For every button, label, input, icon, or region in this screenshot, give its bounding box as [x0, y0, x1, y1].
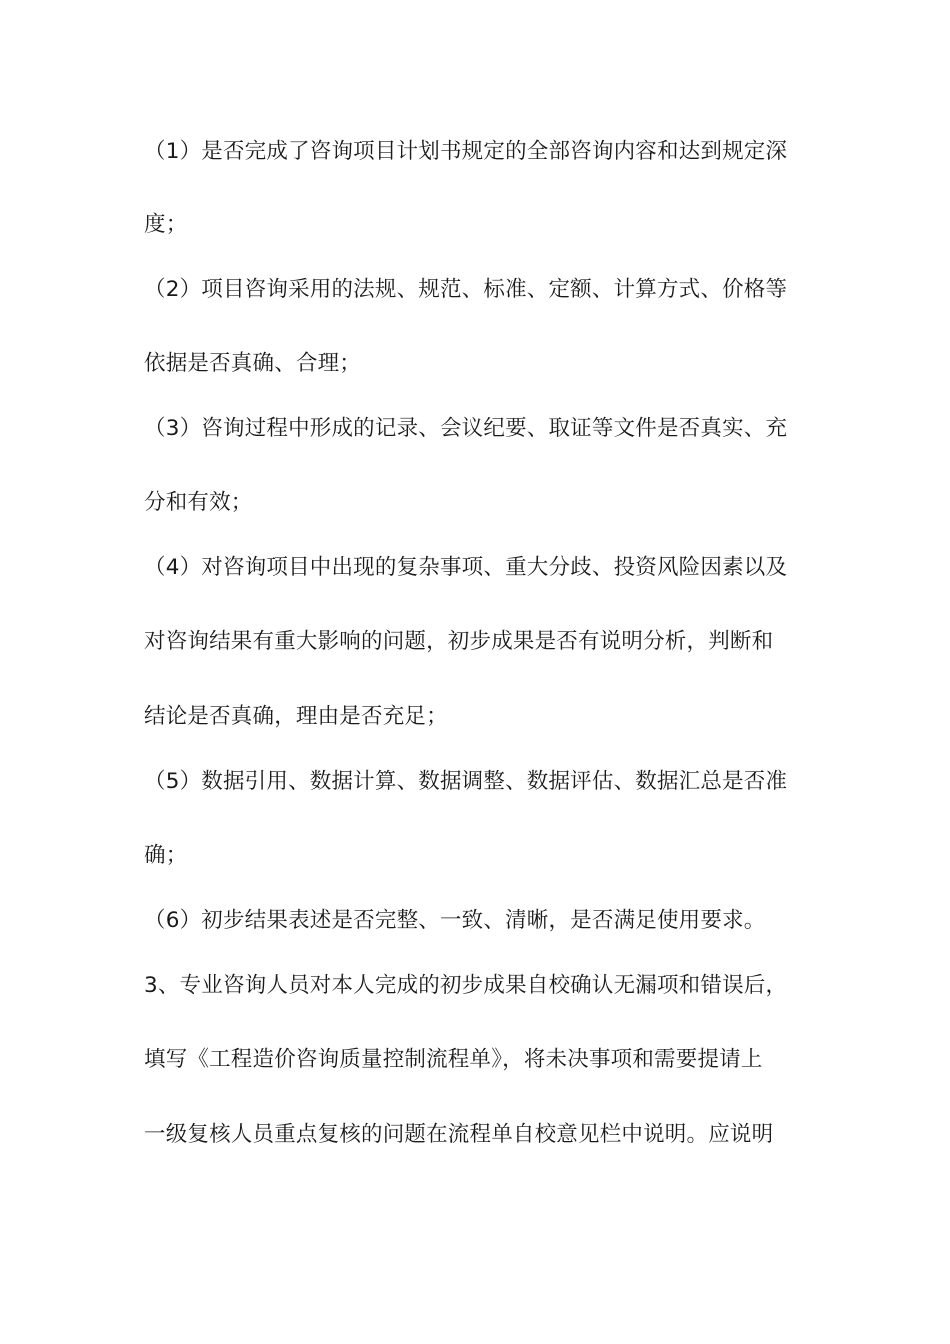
item-6-line-1: （6）初步结果表述是否完整、一致、清晰，是否满足使用要求。 — [144, 908, 766, 933]
item-5-line-2: 确； — [144, 843, 188, 868]
item-1-line-2: 度； — [144, 212, 188, 237]
item-4-line-2: 对咨询结果有重大影响的问题，初步成果是否有说明分析，判断和 — [144, 629, 774, 654]
item-2-line-1: （2）项目咨询采用的法规、规范、标准、定额、计算方式、价格等 — [144, 277, 788, 302]
item-2-line-2: 依据是否真确、合理； — [144, 351, 362, 376]
item-3-line-1: （3）咨询过程中形成的记录、会议纪要、取证等文件是否真实、充 — [144, 416, 788, 441]
item-5-line-1: （5）数据引用、数据计算、数据调整、数据评估、数据汇总是否准 — [144, 769, 788, 794]
item-3-line-2: 分和有效； — [144, 490, 253, 515]
item-4-line-3: 结论是否真确，理由是否充足； — [144, 704, 448, 729]
para-3-line-1: 3、专业咨询人员对本人完成的初步成果自校确认无漏项和错误后， — [144, 973, 788, 998]
para-3-line-2: 填写《工程造价咨询质量控制流程单》，将未决事项和需要提请上 — [144, 1047, 763, 1072]
item-1-line-1: （1）是否完成了咨询项目计划书规定的全部咨询内容和达到规定深 — [144, 139, 788, 164]
para-3-line-3: 一级复核人员重点复核的问题在流程单自校意见栏中说明。应说明 — [144, 1122, 774, 1147]
item-4-line-1: （4）对咨询项目中出现的复杂事项、重大分歧、投资风险因素以及 — [144, 555, 788, 580]
